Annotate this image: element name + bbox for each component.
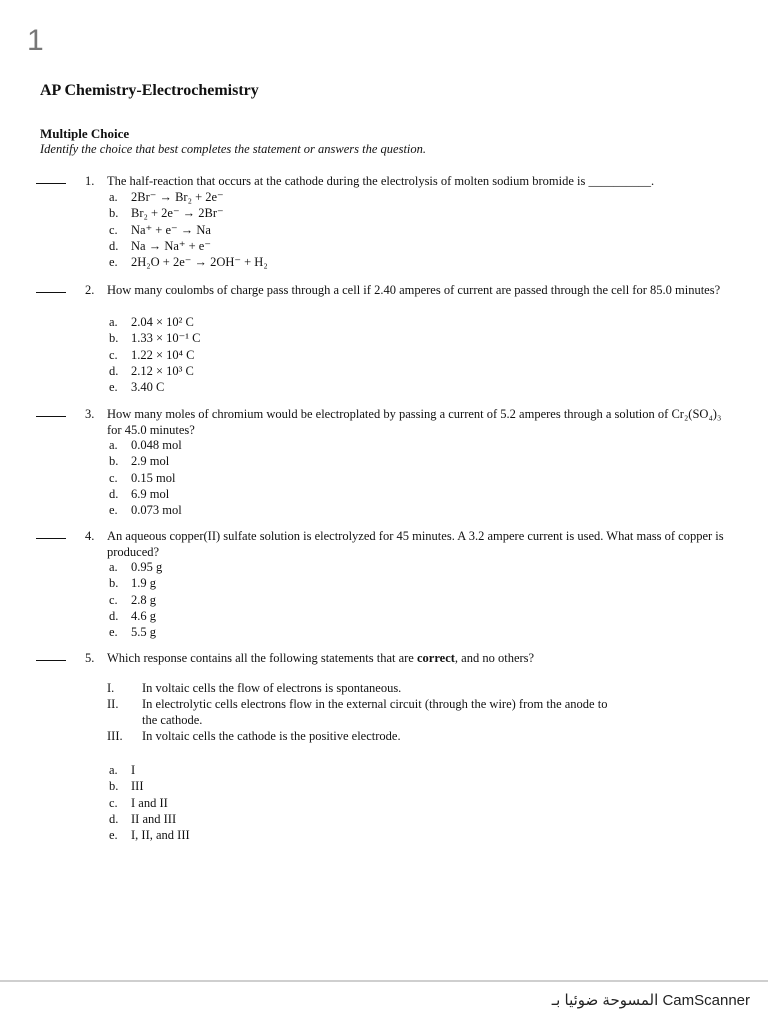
choice-letter: e. [109,255,118,270]
question-stem: How many coulombs of charge pass through a cell if 2.40 amperes of current are passed through the cell for 85.0 minutes? [107,283,721,297]
section-instructions: Identify the choice that best completes the statement or answers the question. [40,142,427,156]
choice-text: I [131,763,136,777]
statement-numeral: II. [107,697,119,711]
choice-text: 4.6 g [131,608,156,623]
question-number: 1. [85,174,95,188]
choice-letter: d. [109,363,119,378]
choice-text: 5.5 g [131,625,156,640]
choice-letter: d. [109,238,119,253]
statement-i [107,680,607,696]
section-heading: Multiple Choice [40,126,130,141]
choice-letter: c. [109,592,118,607]
choice-text: Na⁺ + e⁻ → Na [131,222,211,237]
question-number: 4. [85,529,95,543]
choice-text: 0.073 mol [131,503,182,518]
choice-letter: d. [109,608,119,623]
statement-text: In electrolytic cells electrons flow in the external circuit (through the wire) from the anode to the cathode. [142,697,608,727]
choice-text: 1.9 g [131,576,156,591]
choice-letter: d. [109,811,119,826]
choice-text: 0.15 mol [131,470,176,485]
choice-letter: b. [109,779,119,794]
choice-text: 1.22 × 10⁴ C [131,347,195,362]
statement-text: In voltaic cells the cathode is the positive electrode. [142,729,401,743]
choice-letter: e. [109,380,118,395]
statement-numeral: I. [107,681,115,695]
choice-letter: a. [109,315,118,329]
question-stem: An aqueous copper(II) sulfate solution is electrolyzed for 45 minutes. A 3.2 ampere current is used. What mass of copper is produced? [107,529,724,559]
answer-blank[interactable] [36,528,66,539]
answer-blank[interactable] [36,406,66,417]
question-stem: How many moles of chromium would be electroplated by passing a current of 5.2 amperes through a solution of Cr₂(SO₄)₃ for 45.0 minutes? [107,407,722,437]
choice-letter: e. [109,625,118,640]
choice-letter: e. [109,503,118,518]
statement-numeral: III. [107,729,123,743]
statement-text: In voltaic cells the flow of electrons is spontaneous. [142,681,402,695]
page-number: 1 [27,24,44,57]
choice-text: II and III [131,811,177,826]
question-number: 3. [85,407,95,421]
choice-letter: c. [109,795,118,810]
choice-letter: e. [109,828,118,843]
choice-letter: a. [109,560,118,574]
answer-blank[interactable] [36,650,66,661]
choice-text: Na → Na⁺ + e⁻ [131,238,211,253]
statement-list [107,680,607,744]
choice-text: 2H₂O + 2e⁻ → 2OH⁻ + H₂ [131,255,268,270]
choice-text: Br₂ + 2e⁻ → 2Br⁻ [131,206,224,221]
choice-text: 1.33 × 10⁻¹ C [131,331,201,346]
question-number: 5. [85,651,95,665]
choice-letter: b. [109,576,119,591]
choice-letter: b. [109,206,119,221]
footer-divider [0,980,768,982]
choice-letter: a. [109,763,118,777]
document-title: AP Chemistry-Electrochemistry [40,82,259,99]
choice-text: 2.9 mol [131,454,170,469]
choice-letter: a. [109,190,118,204]
choice-text: I and II [131,795,168,810]
choice-text: 6.9 mol [131,486,170,501]
answer-blank[interactable] [36,282,66,293]
choice-letter: b. [109,454,119,469]
choice-text: 2.12 × 10³ C [131,363,194,378]
choice-text: 3.40 C [131,380,165,395]
question-number: 2. [85,283,95,297]
choice-letter: c. [109,347,118,362]
question-stem: The half-reaction that occurs at the cathode during the electrolysis of molten sodium bromide is __________. [107,174,655,188]
scanner-watermark: CamScanner المسوحة ضوئيا بـ [551,992,750,1009]
stem-text: Which response contains all the following statements that are [107,651,417,665]
choice-text: 0.95 g [131,560,163,574]
statement-iii [107,728,607,744]
choice-text: 0.048 mol [131,438,182,452]
choice-letter: c. [109,222,118,237]
stem-text: , and no others? [454,651,535,665]
choice-text: III [131,779,144,794]
choice-text: 2.8 g [131,592,156,607]
choice-text: 2.04 × 10² C [131,315,194,329]
answer-blank[interactable] [36,173,66,184]
choice-letter: a. [109,438,118,452]
choice-letter: b. [109,331,119,346]
choice-text: 2Br⁻ → Br₂ + 2e⁻ [131,190,224,204]
stem-emphasis: correct [416,651,455,665]
statement-ii [107,696,607,728]
choice-letter: c. [109,470,118,485]
question-stem [107,650,735,666]
choice-text: I, II, and III [131,828,190,843]
choice-letter: d. [109,486,119,501]
